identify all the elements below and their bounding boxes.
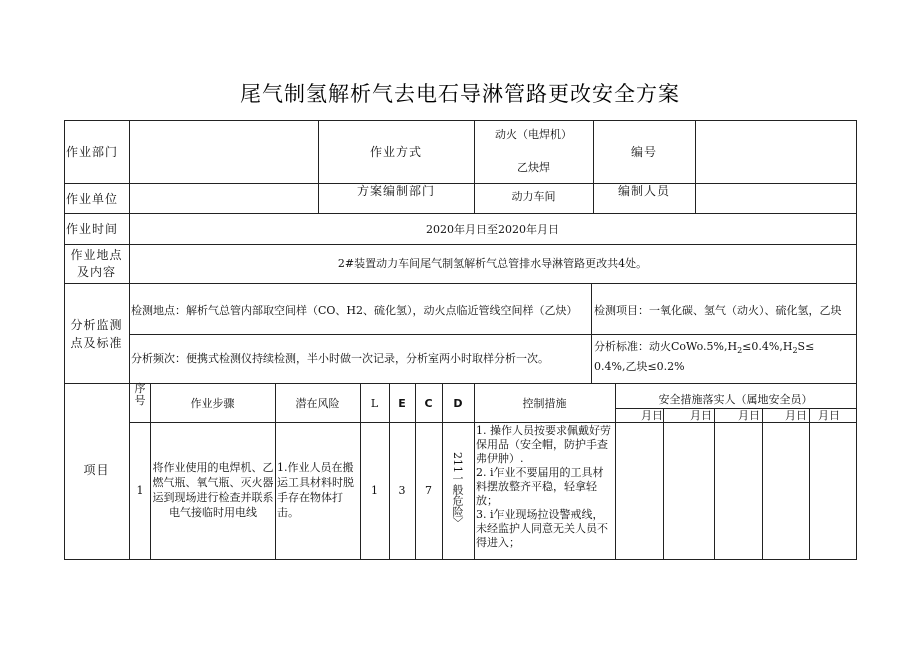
header-risk: 潜在风险 bbox=[295, 397, 340, 410]
detection-points: 检测地点：解析气总管内部取空间样（CO、H2、硫化氢），动火点临近管线空间样（乙炔） bbox=[131, 304, 578, 317]
analysis-frequency: 分析频次：便携式检测仪持续检测，半小时做一次记录，分析室两小时取样分析一次。 bbox=[131, 352, 549, 365]
row-L: 1 bbox=[371, 484, 378, 497]
detection-items: 检测项目：一氧化碳、氢气（动火）、硫化氢，乙块 bbox=[594, 304, 842, 317]
header-seq: 序号 bbox=[134, 382, 146, 407]
method-value-1: 动火（电焊机） bbox=[495, 128, 572, 141]
row-seq: 1 bbox=[136, 484, 144, 497]
control-measure-1: 1. 操作人员按要求佩戴好劳保用品（安全帽，防护手查弗伊肿）. bbox=[476, 424, 611, 465]
time-label: 作业时间 bbox=[66, 222, 119, 236]
analysis-standard-line2: 0.4%,乙块≤0.2% bbox=[594, 360, 685, 373]
control-measure-3: 3. i乍业现场拉设警戒线，未经监护人同意无关人员不得进入； bbox=[476, 508, 608, 549]
header-E: E bbox=[398, 397, 406, 410]
analysis-label-1: 分析监测 bbox=[70, 318, 123, 332]
time-value: 2020年月日至2020年月日 bbox=[426, 223, 559, 236]
plan-dept-value: 动力车间 bbox=[511, 190, 556, 203]
header-implementer: 安全措施落实人（属地安全员） bbox=[658, 393, 813, 406]
date-col-1: 月日 bbox=[641, 409, 663, 422]
dept-label: 作业部门 bbox=[66, 145, 119, 159]
row-D: 211一般危险〉 bbox=[451, 452, 464, 528]
header-control: 控制措施 bbox=[522, 397, 567, 410]
location-value: 2#装置动力车间尾气制氢解析气总管排水导淋管路更改共4处。 bbox=[337, 257, 648, 270]
date-col-2: 月日 bbox=[690, 409, 712, 422]
analysis-standard-line1: 分析标准：动火$CoWo.5\%,H_2\le 0.4\%,H_2S\le$ bbox=[594, 340, 815, 356]
method-label: 作业方式 bbox=[369, 145, 422, 159]
header-step: 作业步骤 bbox=[190, 397, 235, 410]
page-title: 尾气制氢解析气去电石导淋管路更改安全方案 bbox=[240, 82, 680, 106]
header-L: L bbox=[370, 397, 379, 410]
number-label: 编号 bbox=[630, 145, 657, 159]
row-step: 将作业使用的电焊机、乙燃气瓶、氧气瓶、灭火器运到现场进行检查并联系电气接临时用电线 bbox=[152, 461, 274, 519]
date-col-4: 月日 bbox=[785, 409, 807, 422]
row-E: 3 bbox=[398, 484, 406, 497]
location-label-1: 作业地点 bbox=[70, 248, 123, 262]
header-D: D bbox=[453, 397, 463, 410]
section-label: 项目 bbox=[83, 463, 110, 477]
date-col-3: 月日 bbox=[738, 409, 760, 422]
location-label-2: 及内容 bbox=[76, 265, 116, 279]
row-control bbox=[476, 424, 614, 550]
header-C: C bbox=[424, 397, 433, 410]
date-col-5: 月日 bbox=[818, 409, 840, 422]
analysis-label-2: 点及标准 bbox=[70, 336, 123, 350]
row-risk: 1.作业人员在搬运工具材料时脱手存在物体打击。 bbox=[277, 461, 354, 519]
plan-dept-label: 方案编制部门 bbox=[356, 184, 435, 198]
unit-label: 作业单位 bbox=[66, 192, 119, 206]
control-measure-2: 2. i乍业不要届用的工具材料摆放整齐平稳，轻拿轻放； bbox=[476, 466, 604, 507]
method-value-2: 乙炔焊 bbox=[517, 161, 550, 174]
row-C: 7 bbox=[425, 484, 432, 497]
author-label: 编制人员 bbox=[617, 184, 670, 198]
